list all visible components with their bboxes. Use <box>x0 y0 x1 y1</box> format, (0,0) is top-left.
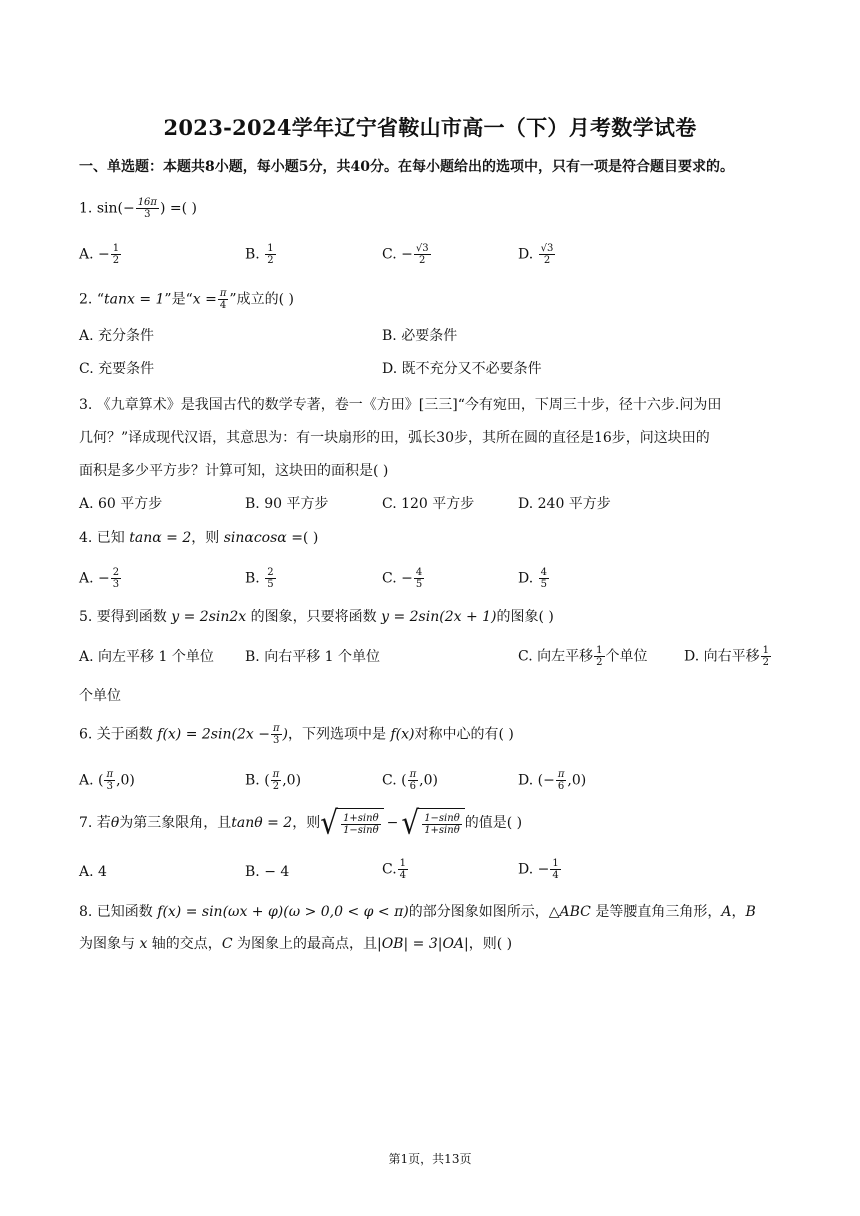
denominator: 1+sinθ <box>424 825 460 836</box>
denominator: 2 <box>419 255 426 266</box>
denominator: 5 <box>267 579 274 590</box>
option-d-continued: 个单位 <box>79 688 121 704</box>
numerator: 1 <box>596 645 603 656</box>
question-text: 8. 已知函数 <box>79 904 158 920</box>
fraction <box>136 197 159 220</box>
fraction <box>271 723 282 746</box>
denominator: 2 <box>267 255 274 266</box>
math-expression: ) <box>282 726 288 743</box>
radical-sign-icon: √ <box>401 803 420 842</box>
sign: − <box>98 570 110 587</box>
question-text: 的图象( ) <box>496 609 554 625</box>
math-expression: x = <box>192 291 217 308</box>
denominator: 6 <box>557 781 565 792</box>
math-expression: |OB| = 3|OA| <box>376 936 469 952</box>
numerator: 2 <box>267 567 274 578</box>
question-7 <box>79 803 523 842</box>
fraction <box>414 567 424 590</box>
option-d: D. 240 平方步 <box>518 496 611 512</box>
numerator: 1 <box>552 858 559 869</box>
numerator: π <box>272 769 280 780</box>
fraction <box>556 769 567 792</box>
option-c <box>382 243 432 266</box>
question-8-line-2 <box>79 934 512 954</box>
sign: − <box>401 246 413 263</box>
option-label: B. <box>245 246 260 263</box>
denominator: 4 <box>219 300 227 311</box>
option-a <box>79 243 122 266</box>
math-expression: θ <box>110 815 120 831</box>
option-a: A. 充分条件 <box>79 328 155 344</box>
option-c: C. 120 平方步 <box>382 496 475 512</box>
fraction <box>265 567 275 590</box>
option-b <box>245 769 301 792</box>
denominator: 2 <box>762 657 770 668</box>
denominator: 3 <box>144 209 151 220</box>
numerator: 16π <box>137 197 157 208</box>
option-text: C. 向左平移 <box>518 648 594 665</box>
sign: − <box>543 772 555 789</box>
math-expression: tanθ = 2 <box>231 815 293 831</box>
question-text: “ <box>96 291 104 308</box>
option-label: A. ( <box>79 772 104 789</box>
fraction <box>414 243 431 266</box>
math-expression: x <box>139 936 148 952</box>
question-number: 2. <box>79 291 93 308</box>
question-text: ， <box>731 904 746 920</box>
option-label: C. <box>382 246 397 263</box>
question-3-line-2: 几何？”译成现代汉语，其意思为：有一块扇形的田，弧长30步，其所在圆的直径是16步，问这块田的 <box>79 430 710 446</box>
option-text: ,0) <box>419 772 438 789</box>
math-expression: A <box>721 904 732 920</box>
question-number: 1. <box>79 200 93 217</box>
fraction <box>341 813 381 836</box>
option-label: D. <box>518 570 534 587</box>
option-label: D. <box>518 246 534 263</box>
question-4 <box>79 528 318 548</box>
numerator: 4 <box>540 567 548 578</box>
option-text: ,0) <box>116 772 135 789</box>
question-5 <box>79 607 554 627</box>
math-text: sin( <box>96 200 123 217</box>
option-label: C. ( <box>382 772 407 789</box>
option-text: 个单位 <box>605 648 648 665</box>
numerator: π <box>219 288 227 299</box>
option-label: B. ( <box>245 772 270 789</box>
option-a <box>79 567 122 590</box>
math-expression: y = 2sin(2x + 1) <box>381 609 497 625</box>
sign: − <box>537 861 550 878</box>
page-title: 2023-2024学年辽宁省鞍山市高一（下）月考数学试卷 <box>163 115 697 140</box>
fraction <box>271 769 282 792</box>
option-text: ,0) <box>567 772 587 789</box>
fraction <box>408 769 419 792</box>
numerator: π <box>409 769 417 780</box>
option-label: C. <box>382 570 397 587</box>
fraction <box>539 243 556 266</box>
fraction <box>422 813 462 836</box>
option-text: D. 向右平移 <box>684 648 760 665</box>
question-text: ”是“ <box>164 291 193 308</box>
square-root <box>320 803 383 842</box>
question-6 <box>79 723 514 746</box>
question-text: =( ) <box>286 530 319 546</box>
numerator: 2 <box>112 567 120 578</box>
question-text: ”成立的( ) <box>229 291 294 308</box>
question-text: 为图象与 <box>79 936 140 952</box>
question-text: 轴的交点， <box>147 936 222 952</box>
math-expression: f(x) = sin(ωx + φ)(ω > 0,0 < φ < π) <box>157 904 409 920</box>
question-text: 6. 关于函数 <box>79 726 158 743</box>
question-text: 为第三象限角，且 <box>119 815 232 831</box>
option-c <box>382 858 409 881</box>
denominator: 2 <box>596 657 603 668</box>
option-label: A. <box>79 570 94 587</box>
option-label: D. <box>518 861 534 878</box>
sign: − <box>386 815 399 831</box>
option-a: A. 60 平方步 <box>79 496 163 512</box>
denominator: 5 <box>415 579 423 590</box>
denominator: 1−sinθ <box>343 825 379 836</box>
denominator: 4 <box>552 870 559 881</box>
question-text: 4. 已知 <box>79 530 130 546</box>
numerator: √3 <box>415 243 429 254</box>
numerator: 1 <box>762 645 770 656</box>
denominator: 4 <box>399 870 407 881</box>
question-3-line-1: 3. 《九章算术》是我国古代的数学专著，卷一《方田》[三三]“今有宛田，下周三十步，径十六步.问为田 <box>79 397 722 413</box>
option-b: B. − 4 <box>245 864 290 880</box>
option-d: D. 既不充分又不必要条件 <box>382 361 542 377</box>
section-heading: 一、单选题：本题共8小题，每小题5分，共40分。在每小题给出的选项中，只有一项是符合题目要求的。 <box>79 159 734 175</box>
denominator: 2 <box>272 781 280 792</box>
option-c: C. 充要条件 <box>79 361 155 377</box>
option-c <box>382 769 438 792</box>
fraction <box>218 288 229 311</box>
math-expression: △ABC <box>548 904 591 920</box>
denominator: 3 <box>273 735 280 746</box>
denominator: 5 <box>540 579 548 590</box>
question-text: 是等腰直角三角形， <box>590 904 722 920</box>
option-label: D. ( <box>518 772 544 789</box>
option-b <box>245 243 277 266</box>
math-expression: B <box>745 904 756 920</box>
fraction <box>265 243 275 266</box>
math-expression: f(x) <box>390 726 415 743</box>
option-label: A. <box>79 246 94 263</box>
option-text: ,0) <box>282 772 302 789</box>
option-a <box>79 769 135 792</box>
fraction <box>594 645 604 668</box>
numerator: 1−sinθ <box>424 813 460 824</box>
radical-sign-icon: √ <box>320 803 339 842</box>
option-a: A. 向左平移 1 个单位 <box>79 649 214 665</box>
math-expression: f(x) = 2sin(2x − <box>157 726 270 743</box>
sign: − <box>98 246 110 263</box>
question-text: ，则( ) <box>468 936 513 952</box>
math-expression: y = 2sin2x <box>171 609 247 625</box>
fraction <box>104 769 115 792</box>
numerator: π <box>272 723 280 734</box>
question-text: ，则 <box>191 530 224 546</box>
denominator: 2 <box>112 255 120 266</box>
denominator: 3 <box>106 781 113 792</box>
numerator: 1 <box>267 243 274 254</box>
option-c <box>518 645 648 668</box>
square-root <box>401 803 464 842</box>
option-label: C. <box>382 861 397 878</box>
numerator: 1+sinθ <box>343 813 379 824</box>
numerator: √3 <box>540 243 554 254</box>
option-b: B. 必要条件 <box>382 328 458 344</box>
math-expression: C <box>221 936 233 952</box>
option-d <box>684 645 772 668</box>
math-expression: tanx = 1 <box>103 291 165 308</box>
numerator: 1 <box>112 243 120 254</box>
denominator: 2 <box>543 255 551 266</box>
option-b <box>245 567 277 590</box>
question-text: 为图象上的最高点，且 <box>232 936 377 952</box>
option-b: B. 90 平方步 <box>245 496 329 512</box>
option-a: A. 4 <box>79 864 107 880</box>
question-2 <box>79 288 294 311</box>
question-text: 5. 要得到函数 <box>79 609 172 625</box>
option-c <box>382 567 425 590</box>
option-d <box>518 567 550 590</box>
denominator: 6 <box>409 781 417 792</box>
question-text: 对称中心的有( ) <box>414 726 514 743</box>
fraction <box>539 567 549 590</box>
math-text: − <box>122 200 135 217</box>
question-1 <box>79 197 197 220</box>
math-expression: sinαcosα <box>223 530 287 546</box>
question-text: ，下列选项中是 <box>287 726 391 743</box>
option-d <box>518 769 586 792</box>
question-text: 的部分图象如图所示， <box>408 904 549 920</box>
numerator: 4 <box>415 567 423 578</box>
fraction <box>111 567 121 590</box>
fraction <box>111 243 121 266</box>
question-text: ，则 <box>292 815 321 831</box>
numerator: 1 <box>399 858 407 869</box>
fraction <box>398 858 408 881</box>
option-b: B. 向右平移 1 个单位 <box>245 649 380 665</box>
math-text: ) =( ) <box>159 200 198 217</box>
question-text: 的图象，只要将函数 <box>246 609 382 625</box>
question-text: 7. 若 <box>79 815 111 831</box>
option-d <box>518 858 562 881</box>
numerator: π <box>557 769 565 780</box>
option-d <box>518 243 556 266</box>
question-8-line-1 <box>79 902 756 922</box>
page-footer: 第1页，共13页 <box>388 1152 472 1166</box>
option-label: B. <box>245 570 260 587</box>
fraction <box>761 645 771 668</box>
numerator: π <box>106 769 114 780</box>
question-3-line-3: 面积是多少平方步？计算可知，这块田的面积是( ) <box>79 463 389 479</box>
fraction <box>550 858 560 881</box>
sign: − <box>401 570 413 587</box>
question-text: 的值是( ) <box>464 815 523 831</box>
denominator: 3 <box>112 579 120 590</box>
math-expression: tanα = 2 <box>129 530 192 546</box>
